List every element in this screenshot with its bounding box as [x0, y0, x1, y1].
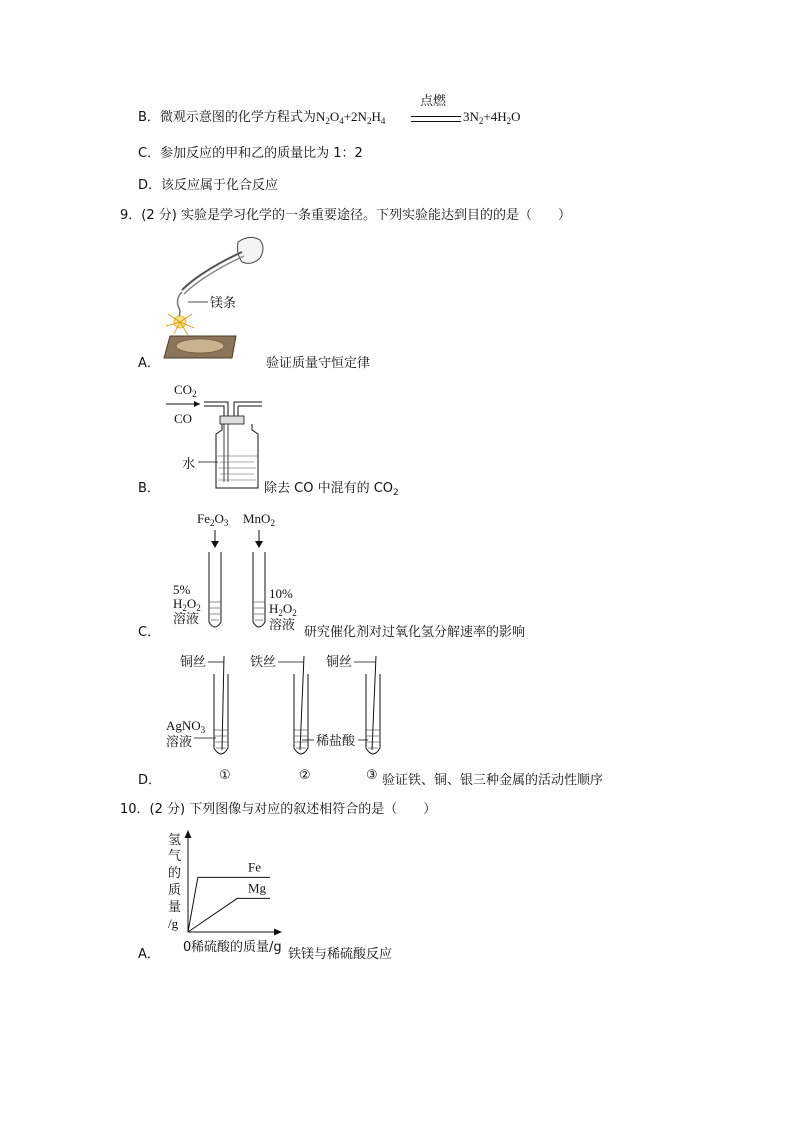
metal-activity-figure	[164, 650, 394, 785]
label-dilute-hcl: 稀盐酸	[316, 734, 356, 749]
label-conc-2: 10%	[269, 586, 293, 601]
magnesium-strip	[178, 292, 183, 318]
chart-origin: 0	[183, 940, 192, 955]
label-mno2: MnO$_2$	[243, 511, 275, 528]
test-tube-1	[209, 552, 221, 627]
label-conc-1: 5%	[173, 582, 191, 597]
label-h2o2-1: $H_2O_2$	[173, 596, 201, 613]
option-9a-caption: 验证质量守恒定律	[266, 356, 371, 371]
option-9d-caption: 验证铁、铜、银三种金属的活动性顺序	[382, 773, 604, 788]
equation-arrow	[411, 116, 461, 122]
label-agno3-solution: 溶液	[166, 735, 193, 750]
svg-text:的: 的	[168, 866, 182, 881]
reaction-condition: 点燃	[420, 94, 447, 109]
label-co2: $CO_2$	[174, 382, 197, 399]
series-label-fe: Fe	[248, 859, 261, 875]
label-tube-3: ③	[366, 768, 378, 783]
x-axis-arrow-icon	[274, 929, 282, 936]
equation-products: $3N_2+4H_2O$	[463, 109, 521, 126]
option-text: 该反应属于化合反应	[161, 178, 279, 193]
svg-text:氢: 氢	[168, 833, 182, 848]
equation-reactants: $N_2O_4+2N_2H_4$	[315, 109, 386, 126]
label-agno3: AgNO$_3$	[166, 718, 206, 735]
option-9b-caption: 除去 CO 中混有的 $CO_2$	[264, 481, 399, 498]
option-9a-letter: A．	[138, 356, 160, 371]
hand-shape	[238, 237, 264, 263]
magnesium-burning-figure	[160, 232, 270, 360]
option-9c-letter: C．	[138, 625, 161, 640]
option-8c	[138, 146, 363, 162]
option-letter: D．	[138, 178, 162, 193]
label-co: CO	[174, 411, 193, 426]
option-9c-caption: 研究催化剂对过氧化氢分解速率的影响	[304, 625, 526, 640]
option-letter: B．	[138, 110, 160, 125]
svg-text:/g: /g	[168, 916, 179, 931]
test-tube-2	[253, 552, 265, 627]
x-axis-label: 稀硫酸的质量/g	[191, 940, 282, 955]
option-10a-letter: A．	[138, 947, 160, 962]
label-tube-2: ②	[299, 768, 311, 783]
label-fe2o3: $Fe_2O_3$	[197, 511, 229, 528]
option-8b	[138, 109, 385, 126]
option-10a-caption: 铁镁与稀硫酸反应	[288, 947, 393, 962]
arrow-icon	[194, 401, 200, 407]
label-solution-1: 溶液	[173, 612, 200, 627]
label-magnesium: 镁条	[210, 296, 237, 311]
option-9b-letter: B．	[138, 481, 160, 496]
label-wire-1: 铜丝	[180, 655, 207, 670]
option-text: 参加反应的甲和乙的质量比为 1：2	[160, 146, 363, 161]
series-label-mg: Mg	[248, 880, 267, 896]
question-9-stem: 9．(2 分) 实验是学习化学的一条重要途径。下列实验能达到目的的是（ ）	[120, 208, 571, 223]
y-axis-label	[168, 833, 181, 931]
label-wire-2: 铁丝	[250, 655, 277, 670]
series-line-mg	[188, 898, 270, 932]
crucible-tongs	[182, 252, 242, 290]
label-wire-3: 铜丝	[326, 655, 353, 670]
svg-text:气: 气	[168, 849, 182, 864]
question-10-stem: 10．(2 分) 下列图像与对应的叙述相符合的是（ ）	[120, 802, 437, 817]
svg-text:量: 量	[168, 900, 182, 915]
y-axis-arrow-icon	[185, 830, 192, 838]
label-solution-2: 溶液	[269, 618, 296, 633]
gas-washing-bottle-figure	[160, 378, 270, 493]
svg-text:质: 质	[168, 883, 182, 898]
option-9d-letter: D．	[138, 773, 162, 788]
catalyst-comparison-figure	[165, 510, 310, 635]
option-letter: C．	[138, 146, 161, 161]
label-tube-1: ①	[219, 768, 231, 783]
label-water: 水	[182, 457, 196, 472]
bottle-stopper	[220, 416, 244, 424]
label-h2o2-2: $H_2O_2$	[269, 601, 297, 618]
option-text: 微观示意图的化学方程式为	[159, 110, 316, 125]
option-8d	[138, 178, 278, 194]
